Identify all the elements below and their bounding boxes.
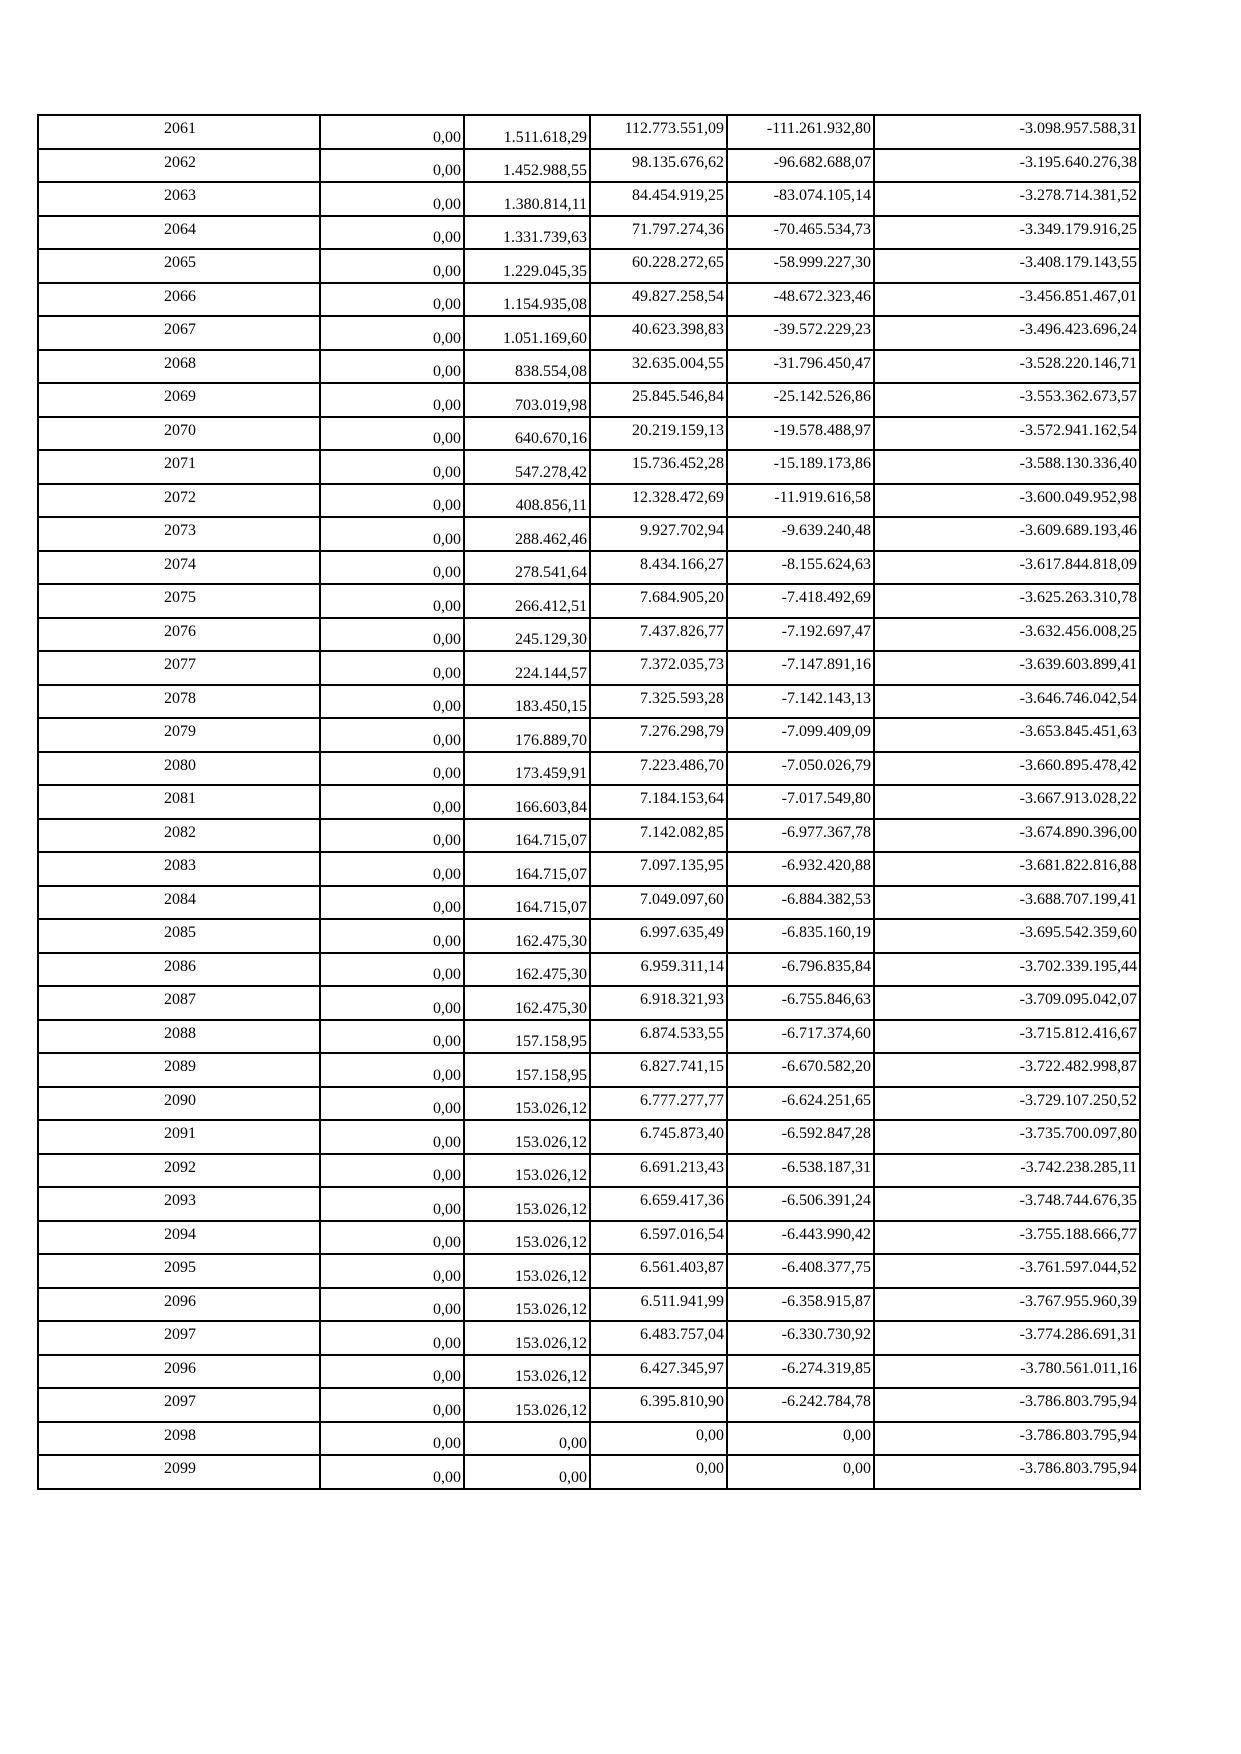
- value-cell-2: 1.331.739,63: [464, 216, 590, 250]
- table-row: [38, 584, 1140, 618]
- value-cell-4: -31.796.450,47: [727, 350, 874, 384]
- table-row: [38, 1321, 1140, 1355]
- value-cell-5: -3.646.746.042,54: [874, 685, 1140, 719]
- table-row: [38, 1254, 1140, 1288]
- data-table: [37, 114, 1141, 1490]
- table-body: [38, 115, 1140, 1489]
- value-cell-5: -3.195.640.276,38: [874, 149, 1140, 183]
- value-cell-1: 0,00: [320, 484, 464, 518]
- table-row: [38, 383, 1140, 417]
- value-cell-1: 0,00: [320, 551, 464, 585]
- year-cell: 2085: [38, 919, 320, 953]
- value-cell-1: 0,00: [320, 517, 464, 551]
- table-row: [38, 1154, 1140, 1188]
- value-cell-1: 0,00: [320, 1455, 464, 1489]
- table-row: [38, 1187, 1140, 1221]
- value-cell-4: 0,00: [727, 1422, 874, 1456]
- value-cell-2: 1.511.618,29: [464, 115, 590, 149]
- value-cell-3: 7.223.486,70: [590, 752, 727, 786]
- value-cell-4: -8.155.624,63: [727, 551, 874, 585]
- value-cell-4: -6.884.382,53: [727, 886, 874, 920]
- value-cell-1: 0,00: [320, 685, 464, 719]
- value-cell-3: 6.777.277,77: [590, 1087, 727, 1121]
- table-row: [38, 718, 1140, 752]
- value-cell-5: -3.588.130.336,40: [874, 450, 1140, 484]
- value-cell-1: 0,00: [320, 316, 464, 350]
- year-cell: 2073: [38, 517, 320, 551]
- value-cell-3: 32.635.004,55: [590, 350, 727, 384]
- value-cell-1: 0,00: [320, 350, 464, 384]
- value-cell-2: 1.452.988,55: [464, 149, 590, 183]
- year-cell: 2076: [38, 618, 320, 652]
- year-cell: 2093: [38, 1187, 320, 1221]
- value-cell-2: 153.026,12: [464, 1087, 590, 1121]
- value-cell-2: 640.670,16: [464, 417, 590, 451]
- value-cell-4: -48.672.323,46: [727, 283, 874, 317]
- table-row: [38, 484, 1140, 518]
- value-cell-5: -3.625.263.310,78: [874, 584, 1140, 618]
- value-cell-5: -3.653.845.451,63: [874, 718, 1140, 752]
- table-row: [38, 986, 1140, 1020]
- value-cell-1: 0,00: [320, 618, 464, 652]
- value-cell-5: -3.688.707.199,41: [874, 886, 1140, 920]
- value-cell-3: 6.511.941,99: [590, 1288, 727, 1322]
- value-cell-4: -6.835.160,19: [727, 919, 874, 953]
- value-cell-4: -6.670.582,20: [727, 1053, 874, 1087]
- value-cell-4: -6.330.730,92: [727, 1321, 874, 1355]
- year-cell: 2077: [38, 651, 320, 685]
- table-row: [38, 182, 1140, 216]
- value-cell-3: 71.797.274,36: [590, 216, 727, 250]
- value-cell-5: -3.660.895.478,42: [874, 752, 1140, 786]
- table-row: [38, 919, 1140, 953]
- value-cell-2: 1.229.045,35: [464, 249, 590, 283]
- value-cell-3: 6.395.810,90: [590, 1388, 727, 1422]
- table-row: [38, 450, 1140, 484]
- year-cell: 2096: [38, 1355, 320, 1389]
- value-cell-2: 153.026,12: [464, 1388, 590, 1422]
- year-cell: 2082: [38, 819, 320, 853]
- value-cell-2: 1.154.935,08: [464, 283, 590, 317]
- value-cell-5: -3.748.744.676,35: [874, 1187, 1140, 1221]
- year-cell: 2065: [38, 249, 320, 283]
- value-cell-1: 0,00: [320, 919, 464, 953]
- value-cell-3: 6.691.213,43: [590, 1154, 727, 1188]
- value-cell-3: 7.372.035,73: [590, 651, 727, 685]
- year-cell: 2094: [38, 1221, 320, 1255]
- value-cell-2: 164.715,07: [464, 852, 590, 886]
- year-cell: 2075: [38, 584, 320, 618]
- table-row: [38, 785, 1140, 819]
- value-cell-3: 9.927.702,94: [590, 517, 727, 551]
- value-cell-2: 0,00: [464, 1455, 590, 1489]
- value-cell-1: 0,00: [320, 819, 464, 853]
- value-cell-3: 112.773.551,09: [590, 115, 727, 149]
- value-cell-5: -3.349.179.916,25: [874, 216, 1140, 250]
- table-row: [38, 149, 1140, 183]
- value-cell-1: 0,00: [320, 651, 464, 685]
- value-cell-3: 20.219.159,13: [590, 417, 727, 451]
- year-cell: 2096: [38, 1288, 320, 1322]
- value-cell-5: -3.755.188.666,77: [874, 1221, 1140, 1255]
- value-cell-5: -3.632.456.008,25: [874, 618, 1140, 652]
- year-cell: 2098: [38, 1422, 320, 1456]
- value-cell-3: 98.135.676,62: [590, 149, 727, 183]
- year-cell: 2067: [38, 316, 320, 350]
- value-cell-4: -6.506.391,24: [727, 1187, 874, 1221]
- year-cell: 2095: [38, 1254, 320, 1288]
- year-cell: 2078: [38, 685, 320, 719]
- value-cell-4: -6.755.846,63: [727, 986, 874, 1020]
- year-cell: 2080: [38, 752, 320, 786]
- year-cell: 2071: [38, 450, 320, 484]
- value-cell-4: -7.147.891,16: [727, 651, 874, 685]
- value-cell-1: 0,00: [320, 986, 464, 1020]
- value-cell-1: 0,00: [320, 584, 464, 618]
- value-cell-1: 0,00: [320, 886, 464, 920]
- value-cell-2: 288.462,46: [464, 517, 590, 551]
- value-cell-2: 162.475,30: [464, 953, 590, 987]
- value-cell-5: -3.715.812.416,67: [874, 1020, 1140, 1054]
- value-cell-2: 153.026,12: [464, 1254, 590, 1288]
- value-cell-3: 8.434.166,27: [590, 551, 727, 585]
- value-cell-3: 7.684.905,20: [590, 584, 727, 618]
- value-cell-4: -6.242.784,78: [727, 1388, 874, 1422]
- value-cell-1: 0,00: [320, 182, 464, 216]
- value-cell-3: 0,00: [590, 1455, 727, 1489]
- value-cell-2: 176.889,70: [464, 718, 590, 752]
- value-cell-2: 157.158,95: [464, 1020, 590, 1054]
- value-cell-1: 0,00: [320, 718, 464, 752]
- value-cell-2: 157.158,95: [464, 1053, 590, 1087]
- year-cell: 2083: [38, 852, 320, 886]
- value-cell-1: 0,00: [320, 1321, 464, 1355]
- value-cell-4: -6.443.990,42: [727, 1221, 874, 1255]
- value-cell-3: 40.623.398,83: [590, 316, 727, 350]
- value-cell-3: 25.845.546,84: [590, 383, 727, 417]
- value-cell-2: 153.026,12: [464, 1288, 590, 1322]
- value-cell-2: 153.026,12: [464, 1154, 590, 1188]
- value-cell-3: 6.874.533,55: [590, 1020, 727, 1054]
- value-cell-4: -83.074.105,14: [727, 182, 874, 216]
- value-cell-2: 547.278,42: [464, 450, 590, 484]
- value-cell-5: -3.572.941.162,54: [874, 417, 1140, 451]
- value-cell-4: -6.274.319,85: [727, 1355, 874, 1389]
- year-cell: 2081: [38, 785, 320, 819]
- value-cell-5: -3.528.220.146,71: [874, 350, 1140, 384]
- table-row: [38, 1221, 1140, 1255]
- year-cell: 2086: [38, 953, 320, 987]
- value-cell-4: -96.682.688,07: [727, 149, 874, 183]
- year-cell: 2099: [38, 1455, 320, 1489]
- value-cell-5: -3.600.049.952,98: [874, 484, 1140, 518]
- value-cell-2: 166.603,84: [464, 785, 590, 819]
- year-cell: 2089: [38, 1053, 320, 1087]
- value-cell-4: -9.639.240,48: [727, 517, 874, 551]
- year-cell: 2079: [38, 718, 320, 752]
- value-cell-2: 266.412,51: [464, 584, 590, 618]
- year-cell: 2063: [38, 182, 320, 216]
- table-row: [38, 517, 1140, 551]
- value-cell-2: 173.459,91: [464, 752, 590, 786]
- value-cell-3: 7.325.593,28: [590, 685, 727, 719]
- table-row: [38, 1422, 1140, 1456]
- value-cell-2: 1.380.814,11: [464, 182, 590, 216]
- year-cell: 2064: [38, 216, 320, 250]
- value-cell-5: -3.786.803.795,94: [874, 1422, 1140, 1456]
- value-cell-4: -6.538.187,31: [727, 1154, 874, 1188]
- table-row: [38, 953, 1140, 987]
- value-cell-5: -3.786.803.795,94: [874, 1388, 1140, 1422]
- year-cell: 2084: [38, 886, 320, 920]
- value-cell-2: 153.026,12: [464, 1120, 590, 1154]
- value-cell-1: 0,00: [320, 752, 464, 786]
- table-row: [38, 115, 1140, 149]
- value-cell-3: 6.959.311,14: [590, 953, 727, 987]
- value-cell-3: 49.827.258,54: [590, 283, 727, 317]
- value-cell-5: -3.742.238.285,11: [874, 1154, 1140, 1188]
- value-cell-4: -19.578.488,97: [727, 417, 874, 451]
- value-cell-5: -3.667.913.028,22: [874, 785, 1140, 819]
- table-row: [38, 651, 1140, 685]
- value-cell-3: 0,00: [590, 1422, 727, 1456]
- value-cell-4: -6.717.374,60: [727, 1020, 874, 1054]
- value-cell-2: 153.026,12: [464, 1321, 590, 1355]
- year-cell: 2074: [38, 551, 320, 585]
- table-row: [38, 1455, 1140, 1489]
- value-cell-3: 12.328.472,69: [590, 484, 727, 518]
- value-cell-4: -39.572.229,23: [727, 316, 874, 350]
- value-cell-1: 0,00: [320, 953, 464, 987]
- value-cell-3: 7.184.153,64: [590, 785, 727, 819]
- value-cell-5: -3.761.597.044,52: [874, 1254, 1140, 1288]
- year-cell: 2087: [38, 986, 320, 1020]
- value-cell-2: 838.554,08: [464, 350, 590, 384]
- table-row: [38, 1087, 1140, 1121]
- value-cell-5: -3.735.700.097,80: [874, 1120, 1140, 1154]
- value-cell-1: 0,00: [320, 1187, 464, 1221]
- value-cell-1: 0,00: [320, 1288, 464, 1322]
- value-cell-5: -3.774.286.691,31: [874, 1321, 1140, 1355]
- value-cell-4: -7.099.409,09: [727, 718, 874, 752]
- value-cell-5: -3.609.689.193,46: [874, 517, 1140, 551]
- value-cell-4: -6.977.367,78: [727, 819, 874, 853]
- value-cell-1: 0,00: [320, 216, 464, 250]
- value-cell-3: 7.276.298,79: [590, 718, 727, 752]
- value-cell-4: -6.624.251,65: [727, 1087, 874, 1121]
- value-cell-5: -3.617.844.818,09: [874, 551, 1140, 585]
- table-row: [38, 852, 1140, 886]
- value-cell-5: -3.729.107.250,52: [874, 1087, 1140, 1121]
- value-cell-4: -6.358.915,87: [727, 1288, 874, 1322]
- year-cell: 2091: [38, 1120, 320, 1154]
- table-row: [38, 249, 1140, 283]
- value-cell-1: 0,00: [320, 450, 464, 484]
- value-cell-1: 0,00: [320, 283, 464, 317]
- value-cell-3: 6.745.873,40: [590, 1120, 727, 1154]
- value-cell-1: 0,00: [320, 149, 464, 183]
- value-cell-4: -6.408.377,75: [727, 1254, 874, 1288]
- value-cell-2: 703.019,98: [464, 383, 590, 417]
- value-cell-2: 153.026,12: [464, 1221, 590, 1255]
- value-cell-2: 278.541,64: [464, 551, 590, 585]
- value-cell-5: -3.702.339.195,44: [874, 953, 1140, 987]
- value-cell-4: -7.142.143,13: [727, 685, 874, 719]
- value-cell-3: 84.454.919,25: [590, 182, 727, 216]
- table-row: [38, 417, 1140, 451]
- table-row: [38, 1020, 1140, 1054]
- value-cell-4: -7.050.026,79: [727, 752, 874, 786]
- value-cell-1: 0,00: [320, 1355, 464, 1389]
- value-cell-1: 0,00: [320, 249, 464, 283]
- value-cell-2: 162.475,30: [464, 919, 590, 953]
- value-cell-1: 0,00: [320, 1221, 464, 1255]
- table-row: [38, 1288, 1140, 1322]
- year-cell: 2070: [38, 417, 320, 451]
- value-cell-3: 6.561.403,87: [590, 1254, 727, 1288]
- table-row: [38, 1120, 1140, 1154]
- value-cell-2: 164.715,07: [464, 819, 590, 853]
- value-cell-5: -3.767.955.960,39: [874, 1288, 1140, 1322]
- value-cell-5: -3.456.851.467,01: [874, 283, 1140, 317]
- value-cell-1: 0,00: [320, 1053, 464, 1087]
- value-cell-3: 6.827.741,15: [590, 1053, 727, 1087]
- value-cell-3: 7.049.097,60: [590, 886, 727, 920]
- year-cell: 2097: [38, 1388, 320, 1422]
- year-cell: 2092: [38, 1154, 320, 1188]
- value-cell-2: 408.856,11: [464, 484, 590, 518]
- value-cell-5: -3.408.179.143,55: [874, 249, 1140, 283]
- value-cell-5: -3.681.822.816,88: [874, 852, 1140, 886]
- value-cell-1: 0,00: [320, 852, 464, 886]
- value-cell-5: -3.278.714.381,52: [874, 182, 1140, 216]
- value-cell-5: -3.553.362.673,57: [874, 383, 1140, 417]
- value-cell-3: 7.437.826,77: [590, 618, 727, 652]
- value-cell-1: 0,00: [320, 1020, 464, 1054]
- table-row: [38, 752, 1140, 786]
- value-cell-4: -6.932.420,88: [727, 852, 874, 886]
- value-cell-4: -7.017.549,80: [727, 785, 874, 819]
- value-cell-5: -3.786.803.795,94: [874, 1455, 1140, 1489]
- value-cell-2: 164.715,07: [464, 886, 590, 920]
- value-cell-3: 6.483.757,04: [590, 1321, 727, 1355]
- value-cell-3: 6.427.345,97: [590, 1355, 727, 1389]
- value-cell-4: -6.592.847,28: [727, 1120, 874, 1154]
- year-cell: 2069: [38, 383, 320, 417]
- value-cell-1: 0,00: [320, 1422, 464, 1456]
- value-cell-3: 6.997.635,49: [590, 919, 727, 953]
- year-cell: 2090: [38, 1087, 320, 1121]
- table-row: [38, 283, 1140, 317]
- value-cell-5: -3.722.482.998,87: [874, 1053, 1140, 1087]
- value-cell-1: 0,00: [320, 383, 464, 417]
- value-cell-5: -3.780.561.011,16: [874, 1355, 1140, 1389]
- value-cell-4: 0,00: [727, 1455, 874, 1489]
- value-cell-5: -3.098.957.588,31: [874, 115, 1140, 149]
- value-cell-5: -3.639.603.899,41: [874, 651, 1140, 685]
- value-cell-1: 0,00: [320, 1120, 464, 1154]
- table-row: [38, 1355, 1140, 1389]
- value-cell-2: 162.475,30: [464, 986, 590, 1020]
- value-cell-2: 183.450,15: [464, 685, 590, 719]
- value-cell-1: 0,00: [320, 417, 464, 451]
- value-cell-3: 60.228.272,65: [590, 249, 727, 283]
- table-row: [38, 1388, 1140, 1422]
- value-cell-1: 0,00: [320, 1388, 464, 1422]
- table-row: [38, 1053, 1140, 1087]
- table-row: [38, 819, 1140, 853]
- year-cell: 2066: [38, 283, 320, 317]
- table-row: [38, 886, 1140, 920]
- table-row: [38, 618, 1140, 652]
- value-cell-4: -6.796.835,84: [727, 953, 874, 987]
- value-cell-4: -7.418.492,69: [727, 584, 874, 618]
- value-cell-5: -3.709.095.042,07: [874, 986, 1140, 1020]
- value-cell-1: 0,00: [320, 1154, 464, 1188]
- value-cell-5: -3.496.423.696,24: [874, 316, 1140, 350]
- value-cell-1: 0,00: [320, 1087, 464, 1121]
- year-cell: 2068: [38, 350, 320, 384]
- value-cell-4: -7.192.697,47: [727, 618, 874, 652]
- value-cell-1: 0,00: [320, 785, 464, 819]
- table-row: [38, 551, 1140, 585]
- value-cell-2: 224.144,57: [464, 651, 590, 685]
- year-cell: 2072: [38, 484, 320, 518]
- value-cell-1: 0,00: [320, 1254, 464, 1288]
- year-cell: 2097: [38, 1321, 320, 1355]
- table-row: [38, 350, 1140, 384]
- year-cell: 2061: [38, 115, 320, 149]
- value-cell-5: -3.695.542.359,60: [874, 919, 1140, 953]
- value-cell-2: 153.026,12: [464, 1187, 590, 1221]
- value-cell-3: 6.659.417,36: [590, 1187, 727, 1221]
- value-cell-3: 7.142.082,85: [590, 819, 727, 853]
- value-cell-2: 0,00: [464, 1422, 590, 1456]
- value-cell-3: 15.736.452,28: [590, 450, 727, 484]
- value-cell-3: 6.597.016,54: [590, 1221, 727, 1255]
- value-cell-1: 0,00: [320, 115, 464, 149]
- year-cell: 2088: [38, 1020, 320, 1054]
- value-cell-4: -70.465.534,73: [727, 216, 874, 250]
- table-row: [38, 685, 1140, 719]
- table-row: [38, 216, 1140, 250]
- value-cell-4: -11.919.616,58: [727, 484, 874, 518]
- value-cell-2: 245.129,30: [464, 618, 590, 652]
- value-cell-4: -15.189.173,86: [727, 450, 874, 484]
- value-cell-3: 6.918.321,93: [590, 986, 727, 1020]
- value-cell-4: -58.999.227,30: [727, 249, 874, 283]
- value-cell-4: -111.261.932,80: [727, 115, 874, 149]
- table-row: [38, 316, 1140, 350]
- value-cell-4: -25.142.526,86: [727, 383, 874, 417]
- value-cell-2: 153.026,12: [464, 1355, 590, 1389]
- year-cell: 2062: [38, 149, 320, 183]
- value-cell-5: -3.674.890.396,00: [874, 819, 1140, 853]
- value-cell-2: 1.051.169,60: [464, 316, 590, 350]
- value-cell-3: 7.097.135,95: [590, 852, 727, 886]
